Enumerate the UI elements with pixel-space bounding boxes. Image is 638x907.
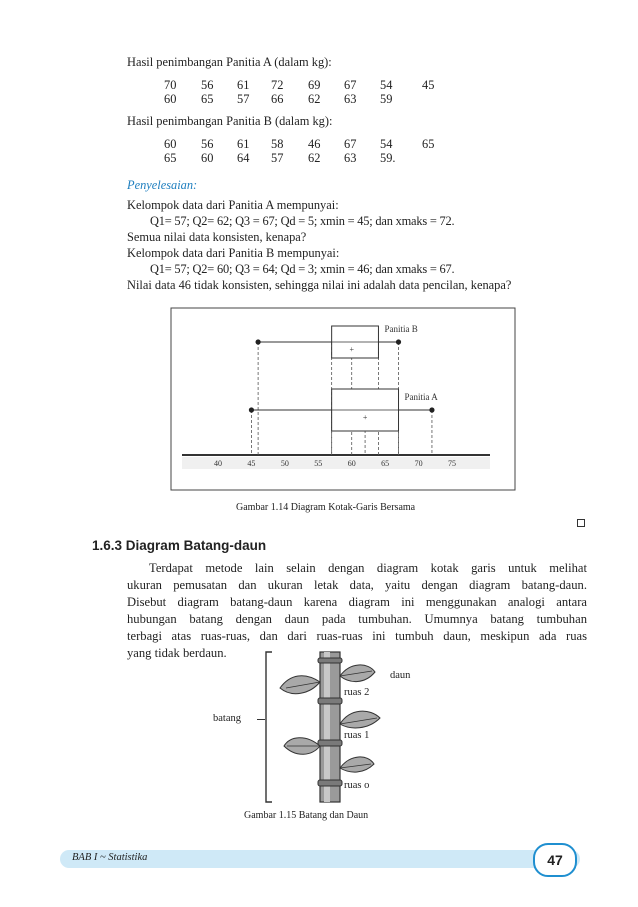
data-value: 56 [201,137,214,151]
data-value: 57 [271,151,284,165]
figure-caption-1-15: Gambar 1.15 Batang dan Daun [244,810,369,821]
data-value: 66 [271,92,284,106]
data-value: 62 [308,92,321,106]
label-ruas-2: ruas 2 [344,687,370,698]
section-heading [92,538,266,553]
data-value: 58 [271,137,284,151]
data-value: 46 [308,137,321,151]
section-paragraph [127,560,587,662]
max-point [429,407,434,412]
section-number: 1.6.3 [92,538,123,553]
data-value: 54 [380,78,393,92]
data-value: 57 [237,92,250,106]
data-value: 63 [344,151,357,165]
page-number: 47 [533,843,577,877]
tick-label: 60 [347,459,356,468]
mean-marker: + [362,413,368,422]
tick-label: 70 [414,459,423,468]
data-value: 60 [164,137,177,151]
paragraph-line: hubungan batang dengan daun pada tumbuhan. Umumnya batang tumbuhan [127,612,587,626]
paragraph-line: yang tidak berdaun. [127,646,227,660]
solution-a-stats: Q1= 57; Q2= 62; Q3 = 67; Qd = 5; xmin = 45; dan xmaks = 72. [150,214,455,228]
data-value: 67 [344,78,357,92]
axis-band [182,457,490,469]
data-value: 54 [380,137,393,151]
paragraph-line: Terdapat metode lain selain dengan diagram kotak garis untuk melihat [149,561,587,575]
panitia-b-row2 [164,151,464,167]
stem-node [318,740,342,746]
min-point [249,407,254,412]
paragraph-line: ukuran pemusatan dan ukuran letak data, yaitu dengan diagram batang-daun. [127,578,587,592]
batang-bracket [266,652,272,802]
solution-b-stats: Q1= 57; Q2= 60; Q3 = 64; Qd = 3; xmin = 46; dan xmaks = 67. [150,262,455,276]
data-value: 65 [422,137,435,151]
data-value: 45 [422,78,435,92]
data-value: 67 [344,137,357,151]
section-title: Diagram Batang-daun [125,538,267,553]
boxplot-figure [170,307,516,491]
data-value: 62 [308,151,321,165]
max-point [396,339,401,344]
tick-label: 45 [247,459,256,468]
solution-heading: Penyelesaian: [127,178,198,192]
tick-label: 65 [381,459,390,468]
label-ruas-1: ruas 1 [344,730,370,741]
min-point [256,339,261,344]
data-value: 56 [201,78,214,92]
data-value: 65 [201,92,214,106]
paragraph-line: terbagi atas ruas-ruas, dan dari ruas-ruas ini tumbuh daun, meskipun ada ruas [127,629,587,643]
data-value: 65 [164,151,177,165]
leaf [280,676,320,694]
label-batang: batang [213,713,241,724]
data-value: 59. [380,151,396,165]
series-label: Panitia A [404,392,438,402]
data-value: 63 [344,92,357,106]
panitia-b-label: Hasil penimbangan Panitia B (dalam kg): [127,114,333,128]
data-value: 64 [237,151,250,165]
solution-a-note: Semua nilai data konsisten, kenapa? [127,230,307,244]
data-value: 72 [271,78,284,92]
data-value: 60 [164,92,177,106]
solution-b-note: Nilai data 46 tidak konsisten, sehingga nilai ini adalah data pencilan, kenapa? [127,278,512,292]
stem-node [318,658,342,663]
figure-caption-1-14: Gambar 1.14 Diagram Kotak-Garis Bersama [236,502,416,513]
tick-label: 75 [448,459,456,468]
tick-label: 40 [214,459,222,468]
solution-a-intro: Kelompok data dari Panitia A mempunyai: [127,198,339,212]
stem-node [318,780,342,786]
batang-pointer [257,719,265,720]
leaf [340,711,380,728]
tick-label: 55 [314,459,323,468]
paragraph-line: Disebut diagram batang-daun karena diagram ini menggunakan analogi antara [127,595,587,609]
data-value: 70 [164,78,177,92]
solution-b-intro: Kelompok data dari Panitia B mempunyai: [127,246,340,260]
data-value: 60 [201,151,214,165]
panitia-a-label: Hasil penimbangan Panitia A (dalam kg): [127,55,332,69]
tick-label: 50 [280,459,289,468]
footer-chapter: BAB I ~ Statistika [72,852,148,863]
data-value: 59 [380,92,393,106]
mean-marker: + [349,345,354,354]
series-label: Panitia B [384,324,418,334]
label-ruas-0: ruas o [344,780,370,791]
label-daun: daun [390,670,411,681]
stem-node [318,698,342,704]
data-value: 69 [308,78,321,92]
panitia-a-row2 [164,92,464,108]
data-value: 61 [237,137,250,151]
data-value: 61 [237,78,250,92]
qed-square [577,519,585,527]
